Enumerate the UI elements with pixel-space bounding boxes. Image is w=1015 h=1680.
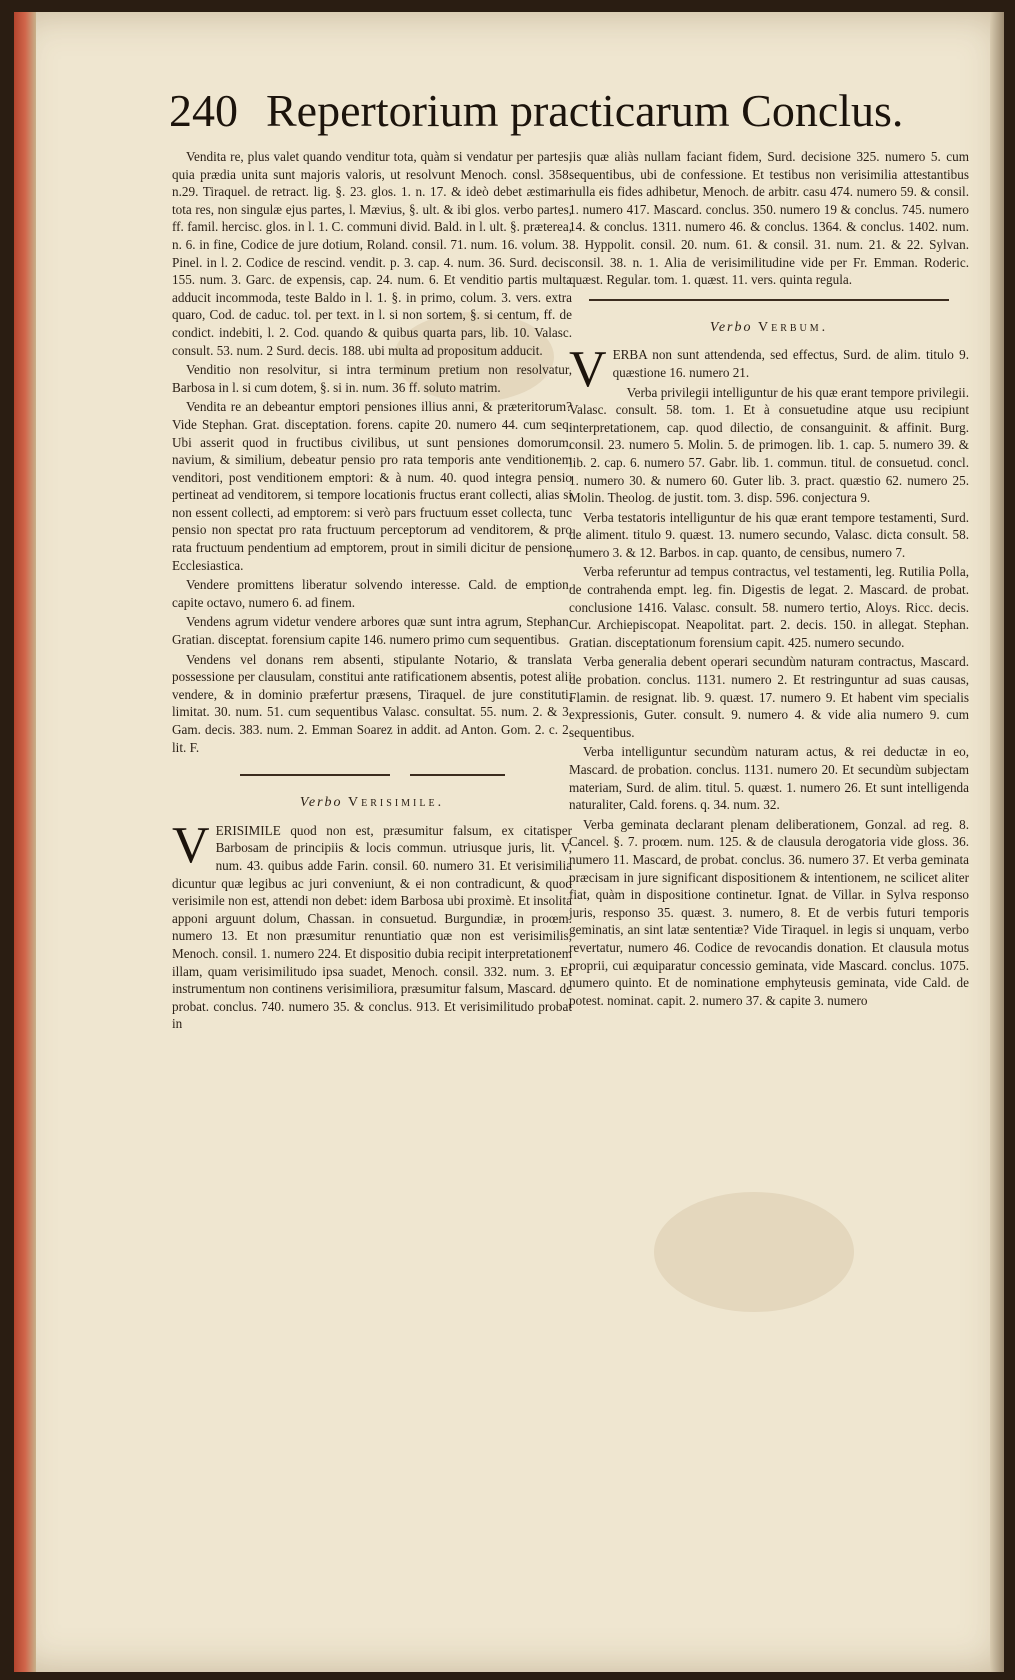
page-number: 240	[169, 85, 238, 136]
paragraph: Vendita re, plus valet quando venditur tota, quàm si vendatur per partes, quia prædia unita sunt majoris valoris, ut resolvunt Menoch. consl. 358. n.29. Tiraquel. de retract. lig. §. 23. glos. 1. n. 17. & ideò debet æstimari tota res, non singulæ ejus partes, l. Mævius, §. ult. & ibi glos. verbo partes, ff. famil. hercisc. glos. in l. 1. C. communi divid. Bald. in l. ult. §. præterea, n. 6. in fine, Codice de jure dotium, Roland. consil. 71. num. 16. volum. 3. Pinel. in l. 2. Codice de rescind. vendit. p. 3. cap. 4. num. 36. Surd. decis. 155. num. 3. Garc. de expensis, cap. 24. num. 6. Et venditio partis multa adducit incommoda, teste Baldo in l. 1. §. in primo, colum. 3. vers. extra quaro, Cod. de caduc. tol. per text. in l. si non sortem, §. si centum, ff. de condict. indebiti, l. 2. Cod. quando & quibus quarta pars, lib. 10. Valasc. consult. 53. num. 2 Surd. decis. 188. ubi multa ad propositum adducit.	[172, 149, 572, 358]
drop-cap: V	[569, 341, 607, 399]
paragraph: Verba testatoris intelliguntur de his quæ erant tempore testamenti, Surd. de aliment. titulo 9. quæst. 13. numero secundo, Valasc. dicta consult. 58. numero 3. & 12. Barbos. in cap. quanto, de censibus, numero 7.	[569, 509, 969, 560]
book-page	[14, 12, 1004, 1672]
paragraph: Vendita re an debeantur emptori pensiones illius anni, & præteritorum? Vide Stephan. Grat. disceptation. forens. capite 20. numero 44. cum seq. Ubi asserit quod in fructibus civilibus, ut sunt pensiones domorum, navium, & similium, debeatur pensio pro rata temporis ante venditionem venditori, post venditionem emptori: & à num. 40. quod integra pensio pertineat ad venditorem, si tempore locationis fructus erant collecti, alias si non essent collecti, ad emptorem: si verò pars fructuum esset collecta, tunc pensio non spectat pro rata fructuum perceptorum ad venditorem, & pro rata fructuum pendentium ad emptorem, prout in simili dicitur de pensione Ecclesiastica.	[172, 399, 572, 573]
running-header	[169, 84, 929, 146]
paragraph: Vendens vel donans rem absenti, stipulante Notario, & translata possessione per clausulam, constitui ante ratificationem absentis, potest alii vendere, & in dominio præfertur præsens, Tiraquel. de jure constituti, limitat. 30. num. 51. cum sequentibus Valasc. consultat. 55. num. 2. & 3. Gam. decis. 383. num. 2. Emman Soarez in addit. ad Anton. Gom. 2. c. 2. lit. F.	[172, 651, 572, 755]
paragraph: Verba geminata declarant plenam deliberationem, Gonzal. ad reg. 8. Cancel. §. 7. proœm. num. 125. & de clausula derogatoria vide gloss. 36. numero 11. Mascard, de probat. conclus. 36. numero 37. Et verba geminata præcisam in jure significant dispositionem & intentionem, ne scilicet aliter fiat, quàm in dispositione continetur. Ignat. de Villar. in Sylva responso juris, responso 35. quæst. 3. numero, 8. Et de verbis futuri temporis geminatis, an sint latæ sententiæ? Vide Tiraquel. in legis si unquam, verbo revertatur, numero 46. Codice de revocandis donation. Et clausula motus proprii, cui æquiparatur concessio geminata, vide Mascard. conclus. 1075. numero quinto. Et de nominatione emphyteusis geminata, vide Cald. de potest. nominat. capit. 2. numero 37. & capite 3. numero	[569, 816, 969, 1008]
paragraph: Verba privilegii intelliguntur de his quæ erant tempore privilegii. Valasc. consult. 58. tom. 1. Et à consuetudine atque usu recipiunt interpretationem, cap. quod dilectio, de consanguinit. & affinit. Burg. consil. 23. numero 5. Molin. 5. de primogen. lib. 1. cap. 5. numero 39. & lib. 2. cap. 6. numero 57. Gabr. lib. 1. commun. titul. de consuetud. concl. 1. numero 30. & numero 60. Guter lib. 3. pract. quæstio 62. numero 25. Molin. Theolog. de justit. tom. 3. disp. 596. conjectura 9.	[569, 384, 969, 506]
paragraph: Verba referuntur ad tempus contractus, vel testamenti, leg. Rutilia Polla, de contrahenda empt. leg. fin. Digestis de legat. 2. Mascard. de probat. conclusione 1416. Valasc. consult. 58. numero tertio, Aloys. Ricc. decis. Cur. Archiepiscopat. Neapolitat. part. 2. decis. 150. in allegat. Stephan. Gratian. disceptationum forensium capit. 425. numero secundo.	[569, 564, 969, 650]
section-prefix: Verbo	[709, 319, 753, 335]
continuation-paragraph: iis quæ aliàs nullam faciant fidem, Surd. decisione 325. numero 5. cum sequentibus, ubi de confessione. Et testibus non verisimilia attestantibus nulla eis fides adhibetur, Menoch. de arbitr. casu 474. numero 59. & consil. 1. numero 417. Mascard. conclus. 350. numero 19 & conclus. 745. numero 14. & conclus. 1311. numero 46. & conclus. 1364. & conclus. 1402. num. 8. Hyppolit. consil. 20. num. 61. & consil. 31. num. 21. & 22. Sylvan. consil. 38. n. 1. Alia de verisimilitudine vide per Fr. Emman. Roderic. quæst. Regular. tom. 1. quæst. 11. vers. quinta regula.	[569, 149, 969, 288]
paragraph: Vendere promittens liberatur solvendo interesse. Cald. de emption. capite octavo, numero 6. ad finem.	[172, 577, 572, 610]
section-heading-verbum	[569, 319, 969, 337]
paragraph: Verba intelliguntur secundùm naturam actus, & rei deductæ in eo, Mascard. de probation. conclus. 1131. numero 20. Et secundùm subjectam materiam, Surd. de alim. titul. 5. quæst. 1. numero 26. Et sunt intelligenda naturaliter, Cald. forens. q. 34. num. 32.	[569, 744, 969, 813]
paragraph: Verba generalia debent operari secundùm naturam contractus, Mascard. de probation. conclus. 1131. numero 2. Et restringuntur ad suas causas, Flamin. de resignat. lib. 9. quæst. 17. numero 9. Et habent vim specialis expressionis, Guter. consult. 9. numero 4. & vide alia numero 9. cum sequentibus.	[569, 654, 969, 740]
section-prefix: Verbo	[299, 795, 343, 811]
section-lead-paragraph	[172, 816, 572, 1033]
lead-text: ERISIMILE quod non est, præsumitur falsum, ex citatisper Barbosam de principiis & locis commun. utriusque juris, lit. V, num. 43. quibus adde Farin. consil. 60. numero 31. Et verisimilia dicuntur quæ legibus ac juri conveniunt, & ei non contradicunt, & quod verisimile non est, attendi non debet: idem Barbosa ubi proximè. Et insolita apponi arguunt dolum, Chassan. in consuetud. Burgundiæ, in proœm. numero 13. Et non præsumitur renuntiatio quæ non est verisimilis, Menoch. consil. 1. numero 224. Et dispositio dubia recipit interpretationem illam, quam verisimilitudo ipsa suadet, Menoch. consil. 332. num. 3. Et instrumentum non continens verisimiliora, præsumitur falsum, Mascard. de probat. conclus. 740. numero 35. & conclus. 913. Et verisimilitudo probat in	[172, 822, 572, 1032]
section-word: Verisimile.	[348, 795, 445, 811]
page-edge	[990, 12, 1004, 1672]
section-divider	[589, 299, 949, 301]
paper-stain	[654, 1192, 854, 1312]
lead-text: ERBA non sunt attendenda, sed effectus, Surd. de alim. titulo 9. quæstione 16. numero 21.	[612, 347, 969, 380]
book-spine-edge	[14, 12, 36, 1672]
paragraph: Vendens agrum videtur vendere arbores quæ sunt intra agrum, Stephan. Gratian. disceptat. forensium capite 146. numero primo cum sequentibus.	[172, 614, 572, 648]
section-divider	[172, 774, 572, 776]
right-column	[569, 148, 969, 1011]
section-heading-verisimile	[172, 794, 572, 812]
drop-cap: V	[172, 816, 210, 874]
running-title: Repertorium practicarum Conclus.	[266, 85, 904, 136]
section-word: Verbum.	[758, 319, 829, 335]
paragraph: Venditio non resolvitur, si intra terminum pretium non resolvatur, Barbosa in l. si cum dotem, §. si in. num. 36 ff. soluto matrim.	[172, 362, 572, 395]
section-lead-paragraph	[569, 341, 969, 399]
left-column	[172, 148, 572, 1035]
